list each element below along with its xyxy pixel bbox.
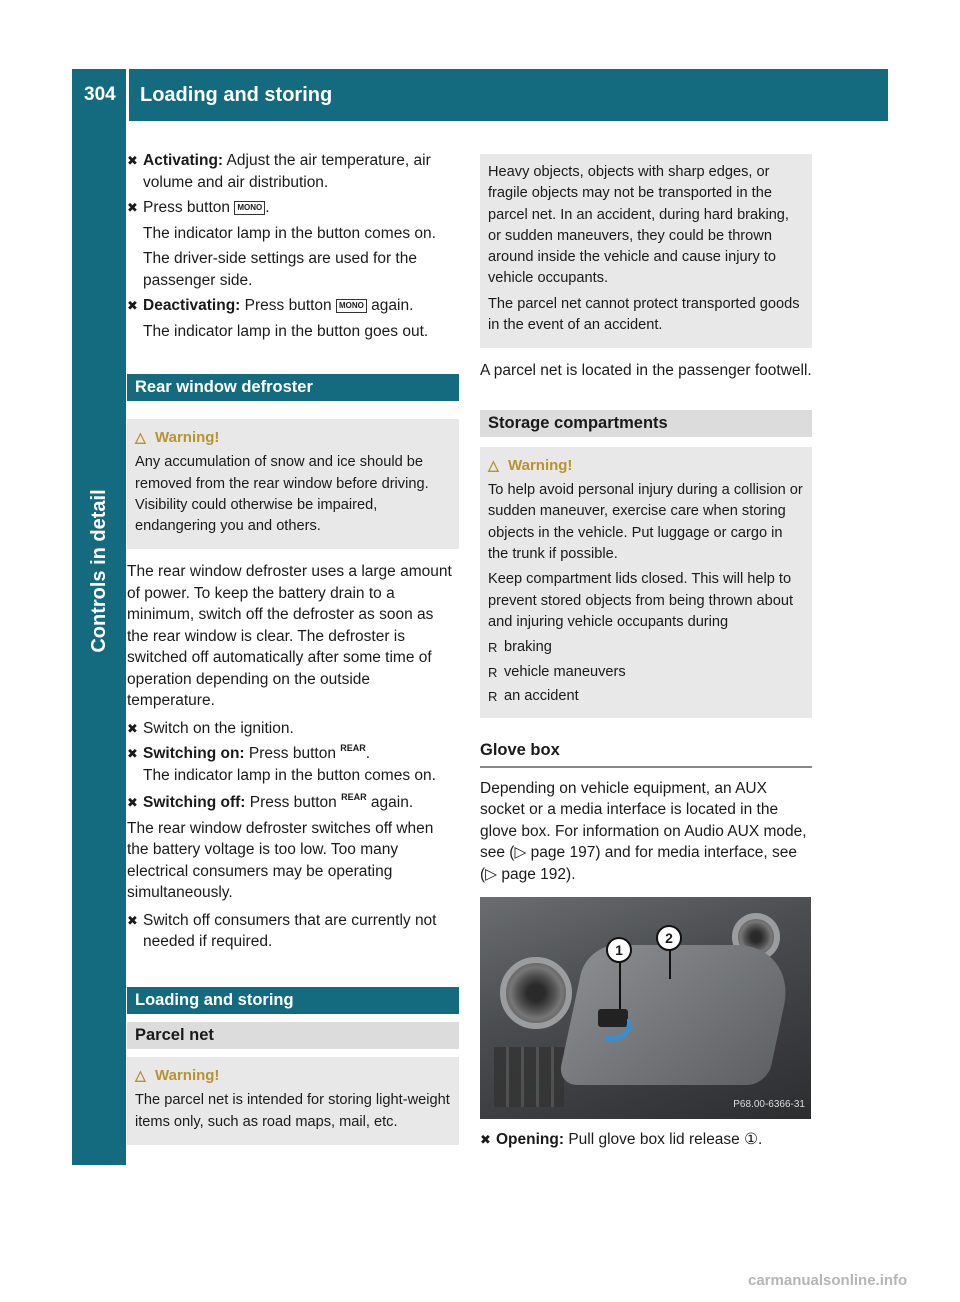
list-item-text: vehicle maneuvers [504,663,626,680]
warning-triangle-icon: △ [135,1066,146,1083]
warning-title [135,1065,451,1086]
warning-text: Heavy objects, objects with sharp edges, or fragile objects may not be transported in the parcel net. In an accident, during hard braking, or sudden maneuvers, they could be thrown around inside the vehicle and cause injury to vehicle occupants. [488,164,789,287]
mono-button-icon: MONO [336,299,367,313]
section-heading-parcel-net: Parcel net [127,1022,459,1049]
parcel-location-paragraph: A parcel net is located in the passenger footwell. [480,362,812,380]
page-title: Loading and storing [140,84,333,106]
warning-title [488,455,804,476]
lamp-out-text: The indicator lamp in the button goes out. [143,322,429,340]
step-activating [127,150,459,193]
arrow-icon: ✖ [127,153,138,168]
step-text: Adjust the air temperature, air volume and air distribution. [143,152,431,191]
step-text: Press button [143,199,235,216]
arrow-icon: ✖ [127,200,138,215]
list-item [488,662,804,683]
header-divider [126,69,129,121]
defroster-paragraph: The rear window defroster uses a large amount of power. To keep the battery drain to a minimum, switch off the defroster as soon as the rear window is clear. The defroster is switched off automatically after some time of operation depending on the outside temperature. [127,563,452,710]
arrow-icon: ✖ [127,298,138,313]
warning-title-text: Warning! [155,1066,220,1084]
rear-defroster-icon: REAR [340,743,366,754]
section-heading-loading: Loading and storing [127,987,459,1014]
warning-box-rear [127,419,459,549]
right-column [480,154,812,1155]
step-press-mono [127,197,459,219]
warning-text: The parcel net is intended for storing light-weight items only, such as road maps, mail, etc. [135,1092,450,1130]
list-item [488,637,804,658]
step-text-end: . [265,199,270,216]
page-number: 304 [84,84,116,105]
arrow-icon: ✖ [127,912,138,928]
subheading-glove-box: Glove box [480,740,812,768]
warning-text: Keep compartment lids closed. This will help to prevent stored objects from being thrown about and injuring vehicle occupants during [488,571,794,630]
warning-title [135,427,451,448]
step-opening [480,1129,812,1151]
warning-text: The parcel net cannot protect transported goods in the event of an accident. [488,295,800,334]
side-tab-label: Controls in detail [88,489,110,653]
air-vent-left [500,957,572,1029]
glove-box-paragraph: Depending on vehicle equipment, an AUX socket or a media interface is located in the glove box. For information on Audio AUX mode, see (▷ page 197) and for media interface, see (▷ page 192). [480,779,807,883]
page-header [72,69,888,121]
arrow-icon: ✖ [127,795,138,811]
warning-box-continued [480,154,812,348]
arrow-icon: ✖ [480,1132,491,1148]
arrow-icon: ✖ [127,720,138,736]
step-switch-off [127,792,459,814]
step-label: Activating: [143,152,224,169]
left-column [127,150,459,1157]
step-label: Deactivating: [143,297,241,314]
step-text: Pull glove box lid release ①. [564,1131,763,1149]
step-label: Switching on: [143,745,245,763]
list-item-text: an accident [504,687,579,704]
step-text-end: . [365,745,371,763]
callout-line [619,961,621,1009]
rear-defroster-icon: REAR [341,792,367,803]
warning-text: Any accumulation of snow and ice should be removed from the rear window before driving. Visibility could otherwise be impaired, endangering you and others. [135,454,429,535]
section-heading-rear-window: Rear window defroster [127,374,459,401]
step-text: Switch off consumers that are currently not needed if required. [143,911,437,951]
warning-box-storage [480,447,812,718]
control-panel [494,1047,564,1107]
low-voltage-paragraph: The rear window defroster switches off when the battery voltage is too low. Too many electrical consumers may be operating simultaneously. [127,819,434,902]
footer-watermark: carmanualsonline.info [748,1272,908,1289]
step-deactivating [127,295,459,317]
mono-button-icon: MONO [234,201,265,215]
step-text: Press button [245,794,342,812]
step-text-end: again. [366,794,414,812]
list-item-text: braking [504,639,552,656]
driver-side-text: The driver-side settings are used for the passenger side. [143,250,417,289]
callout-marker: 2 [656,925,682,951]
callout-line [669,949,671,979]
warning-box-parcel [127,1057,459,1145]
side-tab [72,121,126,1165]
warning-title-text: Warning! [508,456,573,474]
glove-box-photo [480,897,811,1119]
warning-triangle-icon: △ [488,456,499,473]
step-consumers [127,910,459,953]
warning-title-text: Warning! [155,429,220,446]
warning-triangle-icon: △ [135,429,146,445]
callout-marker: 1 [606,937,632,963]
step-label: Opening: [496,1131,565,1149]
step-label: Switching off: [143,794,246,812]
photo-code: P68.00-6366-31 [733,1098,805,1110]
step-ignition [127,718,459,740]
step-text: Press button [244,745,341,763]
list-item [488,686,804,707]
switch-on-lamp-text: The indicator lamp in the button comes on. [143,766,436,784]
glove-box-lid [557,945,797,1085]
step-text-end: again. [366,297,414,314]
step-text: Press button [240,297,336,314]
step-text: Switch on the ignition. [143,719,294,737]
step-switch-on [127,743,459,786]
arrow-icon: ✖ [127,746,138,762]
lamp-on-text: The indicator lamp in the button comes on. [143,224,436,242]
warning-text: To help avoid personal injury during a collision or sudden maneuver, exercise care when storing objects in the vehicle. Put luggage or cargo in the trunk if possible. [488,482,803,563]
section-heading-storage: Storage compartments [480,410,812,437]
